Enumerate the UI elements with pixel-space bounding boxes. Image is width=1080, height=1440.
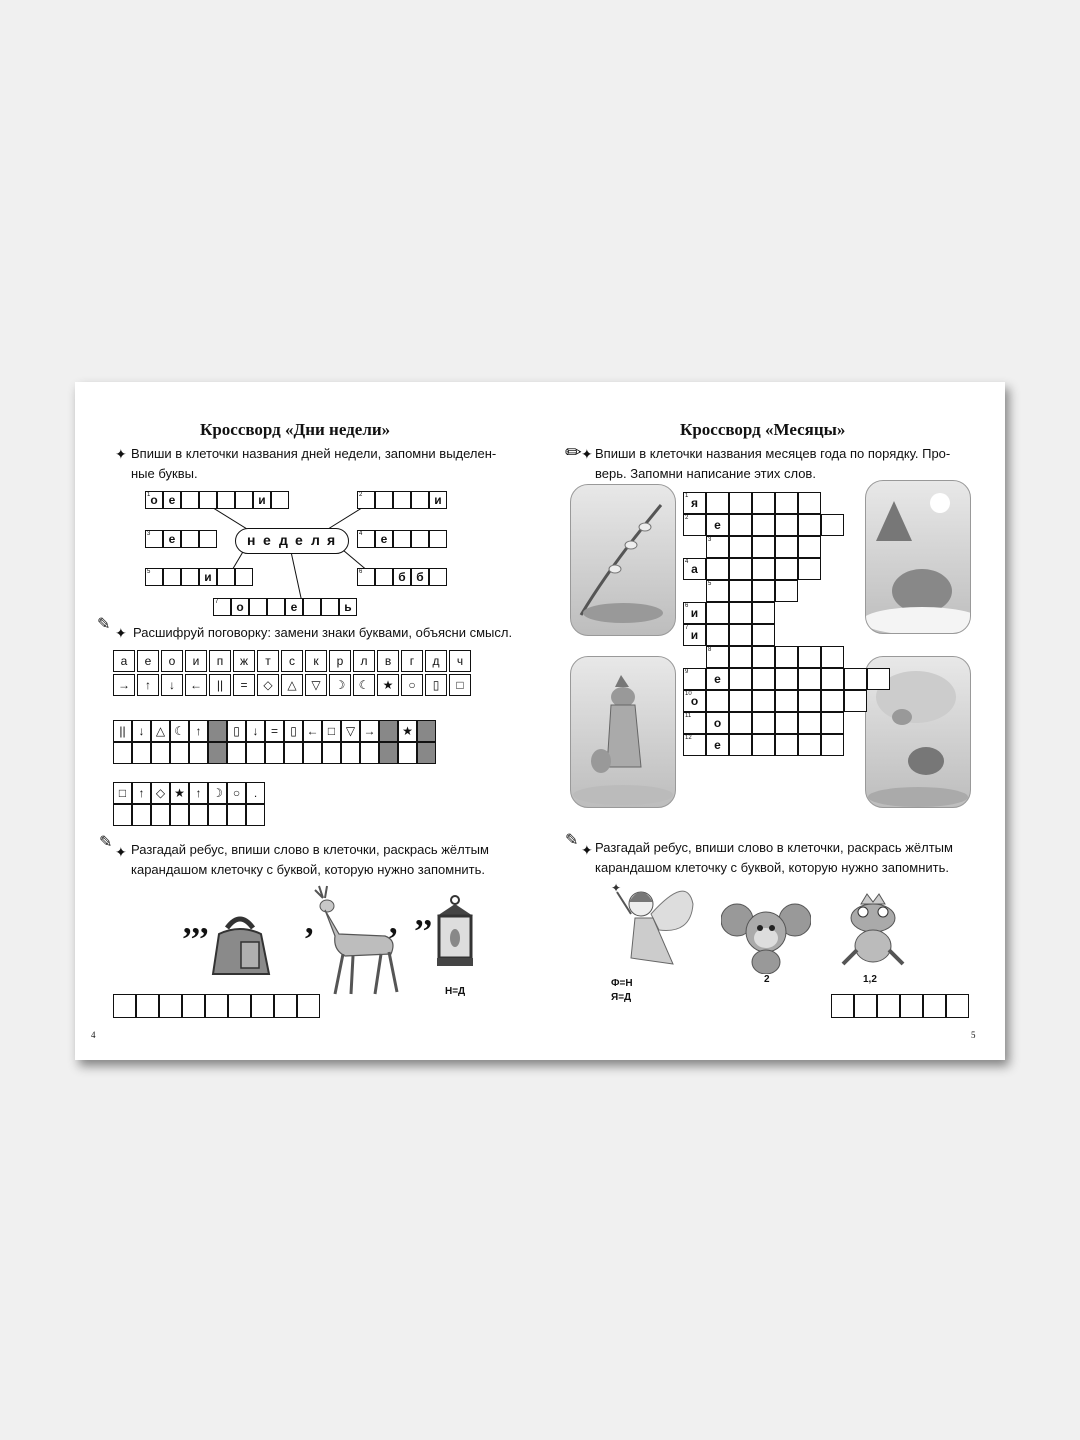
left-instruction-2: Расшифруй поговорку: замени знаки буквами, объясни смысл. — [133, 625, 513, 640]
left-page-title: Кроссворд «Дни недели» — [200, 420, 391, 439]
cipher-answer-cell[interactable] — [113, 742, 132, 764]
fairy-hint-1: Ф=Н — [611, 978, 633, 989]
cipher-symbol: △ — [151, 720, 170, 742]
day-word-cell[interactable] — [375, 568, 393, 586]
day-word-cell[interactable] — [303, 598, 321, 616]
month-cell[interactable] — [729, 558, 752, 580]
spring-picture — [570, 484, 676, 636]
cipher-symbol — [379, 720, 398, 742]
day-word-cell[interactable] — [321, 598, 339, 616]
month-cell[interactable] — [752, 734, 775, 756]
cipher-answer-cell[interactable] — [227, 804, 246, 826]
month-cell[interactable] — [729, 646, 752, 668]
day-word-cell[interactable] — [235, 568, 253, 586]
key-symbol: ☾ — [353, 674, 375, 696]
page-number-right: 5 — [971, 1030, 976, 1040]
answer-cell[interactable] — [946, 994, 969, 1018]
month-cell[interactable] — [706, 536, 729, 558]
fox-family-icon — [571, 657, 675, 807]
month-cell[interactable] — [729, 624, 752, 646]
month-cell[interactable] — [683, 712, 706, 734]
month-cell[interactable] — [752, 536, 775, 558]
key-letter: с — [281, 650, 303, 672]
month-cell[interactable] — [821, 514, 844, 536]
cipher-answer-cell[interactable] — [246, 742, 265, 764]
answer-cell[interactable] — [877, 994, 900, 1018]
answer-cell[interactable] — [854, 994, 877, 1018]
cell-number: 6 — [685, 603, 689, 609]
right-instruction-1b: верь. Запомни написание этих слов. — [595, 466, 816, 481]
month-cell[interactable] — [775, 536, 798, 558]
answer-cell[interactable] — [831, 994, 854, 1018]
center-word-letter: я — [327, 532, 336, 548]
cipher-symbol: ☾ — [170, 720, 189, 742]
cipher-symbol: || — [113, 720, 132, 742]
key-letter: г — [401, 650, 423, 672]
month-cell[interactable] — [752, 580, 775, 602]
day-word-cell[interactable] — [249, 598, 267, 616]
month-cell[interactable] — [798, 690, 821, 712]
month-cell[interactable] — [821, 646, 844, 668]
pen-icon: ✎ — [565, 832, 579, 849]
center-word-letter: н — [247, 532, 256, 548]
pen-icon: ✎ — [97, 616, 111, 633]
rebus-hint: Н=Д — [445, 986, 466, 997]
month-cell[interactable] — [752, 668, 775, 690]
key-symbol: || — [209, 674, 231, 696]
left-instruction-1b: ные буквы. — [131, 466, 198, 481]
month-cell[interactable] — [821, 690, 844, 712]
left-instruction-3: Разгадай ребус, впиши слово в клеточки, раскрась жёлтым — [131, 842, 489, 857]
day-word-cell[interactable] — [357, 491, 375, 509]
fairy-hint-2: Я=Д — [611, 992, 632, 1003]
rebus-commas-4: ,, — [415, 896, 432, 933]
month-cell[interactable] — [798, 646, 821, 668]
cipher-symbol: ↓ — [132, 720, 151, 742]
month-cell[interactable]: я 1 — [683, 492, 706, 514]
cipher-line-2 — [113, 782, 313, 826]
month-cell[interactable] — [775, 580, 798, 602]
left-instruction-1: Впиши в клеточки названия дней недели, запомни выделен- — [131, 446, 497, 461]
key-letter: о — [161, 650, 183, 672]
days-crossword — [75, 382, 540, 632]
day-word-cell[interactable] — [357, 530, 375, 548]
cipher-answer-cell[interactable] — [189, 742, 208, 764]
cipher-symbol — [208, 720, 227, 742]
day-word-cell[interactable]: е — [163, 530, 181, 548]
key-symbol: ↓ — [161, 674, 183, 696]
day-word-cell[interactable]: и — [253, 491, 271, 509]
month-cell[interactable] — [752, 712, 775, 734]
month-cell[interactable] — [844, 668, 867, 690]
day-word-cell[interactable] — [145, 568, 163, 586]
month-cell[interactable]: е — [706, 734, 729, 756]
month-cell[interactable] — [706, 602, 729, 624]
month-cell[interactable] — [706, 624, 729, 646]
cell-number: 4 — [685, 559, 689, 565]
key-letter: ч — [449, 650, 471, 672]
cell-number: 8 — [708, 647, 712, 653]
cipher-symbol: ○ — [227, 782, 246, 804]
day-word-cell[interactable] — [145, 530, 163, 548]
cipher-answer-cell[interactable] — [284, 742, 303, 764]
key-letter: и — [185, 650, 207, 672]
cipher-answer-cell[interactable] — [246, 804, 265, 826]
cell-number: 10 — [685, 691, 692, 697]
cipher-answer-cell[interactable] — [208, 804, 227, 826]
center-word-letter: д — [279, 532, 288, 548]
cell-number: 3 — [147, 531, 151, 537]
key-letter: в — [377, 650, 399, 672]
right-instruction-3b: карандашом клеточку с буквой, которую нужно запомнить. — [595, 860, 949, 875]
month-cell[interactable] — [752, 690, 775, 712]
day-word-cell[interactable] — [357, 568, 375, 586]
cipher-symbol: → — [360, 720, 379, 742]
month-cell[interactable] — [775, 690, 798, 712]
key-symbol: ← — [185, 674, 207, 696]
day-word-cell[interactable] — [235, 491, 253, 509]
day-word-cell[interactable] — [163, 568, 181, 586]
answer-cell[interactable] — [136, 994, 159, 1018]
cipher-answer-cell[interactable] — [398, 742, 417, 764]
cipher-answer-cell[interactable] — [170, 804, 189, 826]
cipher-symbol: ↑ — [132, 782, 151, 804]
month-cell[interactable] — [729, 514, 752, 536]
cipher-line-1 — [113, 720, 498, 764]
cipher-symbol: ☽ — [208, 782, 227, 804]
right-instruction-1: Впиши в клеточки названия месяцев года по порядку. Про- — [595, 446, 951, 461]
month-cell[interactable]: о — [706, 712, 729, 734]
day-word-cell[interactable] — [393, 530, 411, 548]
day-word-cell[interactable] — [199, 530, 217, 548]
month-cell[interactable]: е — [706, 668, 729, 690]
pen-icon: ✎ — [99, 834, 113, 851]
day-word-cell[interactable]: б — [393, 568, 411, 586]
month-cell[interactable] — [729, 734, 752, 756]
bullet-icon: ✦ — [115, 625, 127, 641]
cipher-symbol: □ — [322, 720, 341, 742]
workbook-spread — [75, 382, 1005, 1060]
day-word-cell[interactable]: о 1 — [145, 491, 163, 509]
key-symbol: △ — [281, 674, 303, 696]
month-cell[interactable] — [706, 646, 729, 668]
rebus-answer-grid-right — [831, 994, 971, 1018]
key-symbol: ▽ — [305, 674, 327, 696]
bullet-icon: ✦ — [581, 842, 593, 858]
cipher-answer-cell[interactable] — [151, 742, 170, 764]
month-cell[interactable] — [798, 668, 821, 690]
cipher-answer-cell[interactable] — [170, 742, 189, 764]
month-cell[interactable] — [706, 690, 729, 712]
day-word-cell[interactable] — [199, 491, 217, 509]
answer-cell[interactable] — [274, 994, 297, 1018]
key-letter: д — [425, 650, 447, 672]
month-cell[interactable] — [683, 668, 706, 690]
snowy-forest-icon — [866, 481, 970, 633]
day-word-cell[interactable] — [393, 491, 411, 509]
month-cell[interactable] — [775, 558, 798, 580]
day-word-cell[interactable]: е — [163, 491, 181, 509]
center-word-letter: е — [263, 532, 271, 548]
month-cell[interactable] — [752, 492, 775, 514]
day-word-cell[interactable] — [181, 491, 199, 509]
cipher-symbol: ★ — [170, 782, 189, 804]
answer-cell[interactable] — [900, 994, 923, 1018]
month-cell[interactable] — [683, 514, 706, 536]
month-cell[interactable] — [752, 624, 775, 646]
key-letter: а — [113, 650, 135, 672]
day-word-cell[interactable] — [213, 598, 231, 616]
key-symbol: ☽ — [329, 674, 351, 696]
month-cell[interactable] — [729, 492, 752, 514]
month-cell[interactable] — [821, 712, 844, 734]
day-word-cell[interactable] — [411, 491, 429, 509]
cipher-symbol: ← — [303, 720, 322, 742]
month-cell[interactable] — [752, 514, 775, 536]
cheburashka-hint: 2 — [764, 974, 770, 985]
day-word-cell[interactable] — [267, 598, 285, 616]
day-word-cell[interactable] — [271, 491, 289, 509]
month-cell[interactable] — [752, 602, 775, 624]
month-cell[interactable] — [706, 492, 729, 514]
cell-number: 3 — [708, 537, 712, 543]
day-word-cell[interactable] — [429, 568, 447, 586]
cipher-answer-cell[interactable] — [322, 742, 341, 764]
month-cell[interactable] — [729, 712, 752, 734]
month-cell[interactable] — [729, 668, 752, 690]
month-cell[interactable] — [729, 602, 752, 624]
answer-cell[interactable] — [923, 994, 946, 1018]
cipher-answer-cell[interactable] — [132, 742, 151, 764]
rebus-answer-grid — [113, 994, 323, 1018]
cipher-symbol: □ — [113, 782, 132, 804]
answer-cell[interactable] — [297, 994, 320, 1018]
key-symbol: □ — [449, 674, 471, 696]
day-word-cell[interactable]: е — [285, 598, 303, 616]
cipher-answer-cell[interactable] — [303, 742, 322, 764]
autumn-picture — [570, 656, 676, 808]
month-cell[interactable] — [798, 734, 821, 756]
key-letter: р — [329, 650, 351, 672]
key-letter: ж — [233, 650, 255, 672]
month-cell[interactable] — [775, 646, 798, 668]
cipher-answer-cell[interactable] — [379, 742, 398, 764]
answer-cell[interactable] — [251, 994, 274, 1018]
month-cell[interactable]: и 6 — [683, 602, 706, 624]
day-word-cell[interactable] — [217, 568, 235, 586]
cell-number: 7 — [215, 599, 219, 605]
day-word-cell[interactable] — [181, 530, 199, 548]
center-word-letter: л — [311, 532, 320, 548]
cell-number: 5 — [147, 569, 151, 575]
answer-cell[interactable] — [182, 994, 205, 1018]
key-symbol: ↑ — [137, 674, 159, 696]
answer-cell[interactable] — [205, 994, 228, 1018]
bullet-icon: ✦ — [115, 844, 127, 860]
cell-number: 1 — [147, 492, 151, 498]
key-symbol: ★ — [377, 674, 399, 696]
cell-number: 12 — [685, 735, 692, 741]
cipher-answer-cell[interactable] — [189, 804, 208, 826]
cipher-symbol: ▯ — [284, 720, 303, 742]
month-cell[interactable] — [798, 536, 821, 558]
month-cell[interactable] — [775, 492, 798, 514]
fairy-icon — [607, 874, 697, 972]
rebus-commas-2: , — [305, 904, 314, 941]
bullet-icon: ✦ — [581, 446, 593, 462]
month-cell[interactable] — [798, 712, 821, 734]
month-cell[interactable] — [775, 668, 798, 690]
winter-picture — [865, 480, 971, 634]
day-word-cell[interactable]: ь — [339, 598, 357, 616]
month-cell[interactable] — [821, 668, 844, 690]
rebus-commas-3: , — [389, 904, 398, 941]
day-word-cell[interactable]: и — [429, 491, 447, 509]
svg-text:✦: ✦ — [611, 881, 622, 895]
cell-number: 6 — [359, 569, 363, 575]
cipher-symbol: . — [246, 782, 265, 804]
months-crossword — [683, 492, 863, 762]
willow-branch-icon — [571, 485, 675, 635]
answer-cell[interactable] — [159, 994, 182, 1018]
month-cell[interactable] — [775, 734, 798, 756]
cipher-answer-cell[interactable] — [113, 804, 132, 826]
key-symbol: ○ — [401, 674, 423, 696]
key-letter: т — [257, 650, 279, 672]
cell-number: 4 — [359, 531, 363, 537]
cipher-symbol — [417, 720, 436, 742]
month-cell[interactable] — [729, 690, 752, 712]
cipher-symbol: ↓ — [246, 720, 265, 742]
bullet-icon: ✦ — [115, 446, 127, 462]
cipher-answer-cell[interactable] — [360, 742, 379, 764]
day-word-cell[interactable] — [429, 530, 447, 548]
cell-number: 1 — [685, 493, 689, 499]
cipher-answer-cell[interactable] — [341, 742, 360, 764]
cell-number: 11 — [685, 713, 692, 719]
day-word-cell[interactable] — [411, 530, 429, 548]
key-letter: е — [137, 650, 159, 672]
day-word-cell[interactable] — [181, 568, 199, 586]
key-letter: л — [353, 650, 375, 672]
cell-number: 2 — [685, 515, 689, 521]
month-cell[interactable] — [729, 536, 752, 558]
cipher-answer-cell[interactable] — [151, 804, 170, 826]
month-cell[interactable] — [867, 668, 890, 690]
cipher-answer-cell[interactable] — [417, 742, 436, 764]
cipher-answer-cell[interactable] — [208, 742, 227, 764]
month-cell[interactable] — [844, 690, 867, 712]
cipher-symbol: ★ — [398, 720, 417, 742]
cipher-symbol: ▽ — [341, 720, 360, 742]
month-cell[interactable] — [775, 712, 798, 734]
cheburashka-icon — [721, 898, 811, 974]
cell-number: 5 — [708, 581, 712, 587]
month-cell[interactable] — [798, 492, 821, 514]
lantern-icon — [429, 894, 481, 980]
frog-hint: 1,2 — [863, 974, 877, 985]
month-cell[interactable] — [729, 580, 752, 602]
frog-icon — [837, 890, 909, 970]
left-instruction-3b: карандашом клеточку с буквой, которую нужно запомнить. — [131, 862, 485, 877]
pencil-icon: ✏ — [565, 442, 582, 464]
month-cell[interactable] — [775, 514, 798, 536]
cipher-symbol: ↑ — [189, 720, 208, 742]
cell-number: 9 — [685, 669, 689, 675]
cipher-key-table — [113, 650, 498, 698]
right-page-title: Кроссворд «Месяцы» — [680, 420, 846, 439]
month-cell[interactable] — [798, 514, 821, 536]
day-word-cell[interactable] — [375, 491, 393, 509]
bag-icon — [207, 912, 273, 978]
day-word-cell[interactable] — [217, 491, 235, 509]
key-letter: п — [209, 650, 231, 672]
month-cell[interactable] — [683, 734, 706, 756]
day-word-cell[interactable]: е — [375, 530, 393, 548]
key-symbol: ▯ — [425, 674, 447, 696]
cipher-answer-cell[interactable] — [227, 742, 246, 764]
month-cell[interactable] — [821, 734, 844, 756]
month-cell[interactable] — [752, 646, 775, 668]
day-word-cell[interactable]: и — [199, 568, 217, 586]
month-cell[interactable] — [798, 558, 821, 580]
key-symbol: ◇ — [257, 674, 279, 696]
rebus-commas-1: ,,, — [183, 904, 209, 941]
cell-number: 2 — [359, 492, 363, 498]
cell-number: 7 — [685, 625, 689, 631]
month-cell[interactable] — [706, 580, 729, 602]
answer-cell[interactable] — [228, 994, 251, 1018]
cipher-symbol: ◇ — [151, 782, 170, 804]
month-cell[interactable]: о 10 — [683, 690, 706, 712]
day-word-cell[interactable]: б — [411, 568, 429, 586]
month-cell[interactable] — [752, 558, 775, 580]
key-symbol: → — [113, 674, 135, 696]
cipher-answer-cell[interactable] — [265, 742, 284, 764]
cipher-symbol: ↑ — [189, 782, 208, 804]
right-instruction-3: Разгадай ребус, впиши слово в клеточки, раскрась жёлтым — [595, 840, 953, 855]
cipher-answer-cell[interactable] — [132, 804, 151, 826]
day-word-cell[interactable]: о — [231, 598, 249, 616]
cipher-symbol: ▯ — [227, 720, 246, 742]
month-cell[interactable]: е — [706, 514, 729, 536]
answer-cell[interactable] — [113, 994, 136, 1018]
month-cell[interactable]: и 7 — [683, 624, 706, 646]
cipher-symbol: = — [265, 720, 284, 742]
page-number-left: 4 — [91, 1030, 96, 1040]
key-letter: к — [305, 650, 327, 672]
month-cell[interactable] — [706, 558, 729, 580]
center-word-letter: е — [295, 532, 303, 548]
month-cell[interactable]: а 4 — [683, 558, 706, 580]
key-symbol: = — [233, 674, 255, 696]
